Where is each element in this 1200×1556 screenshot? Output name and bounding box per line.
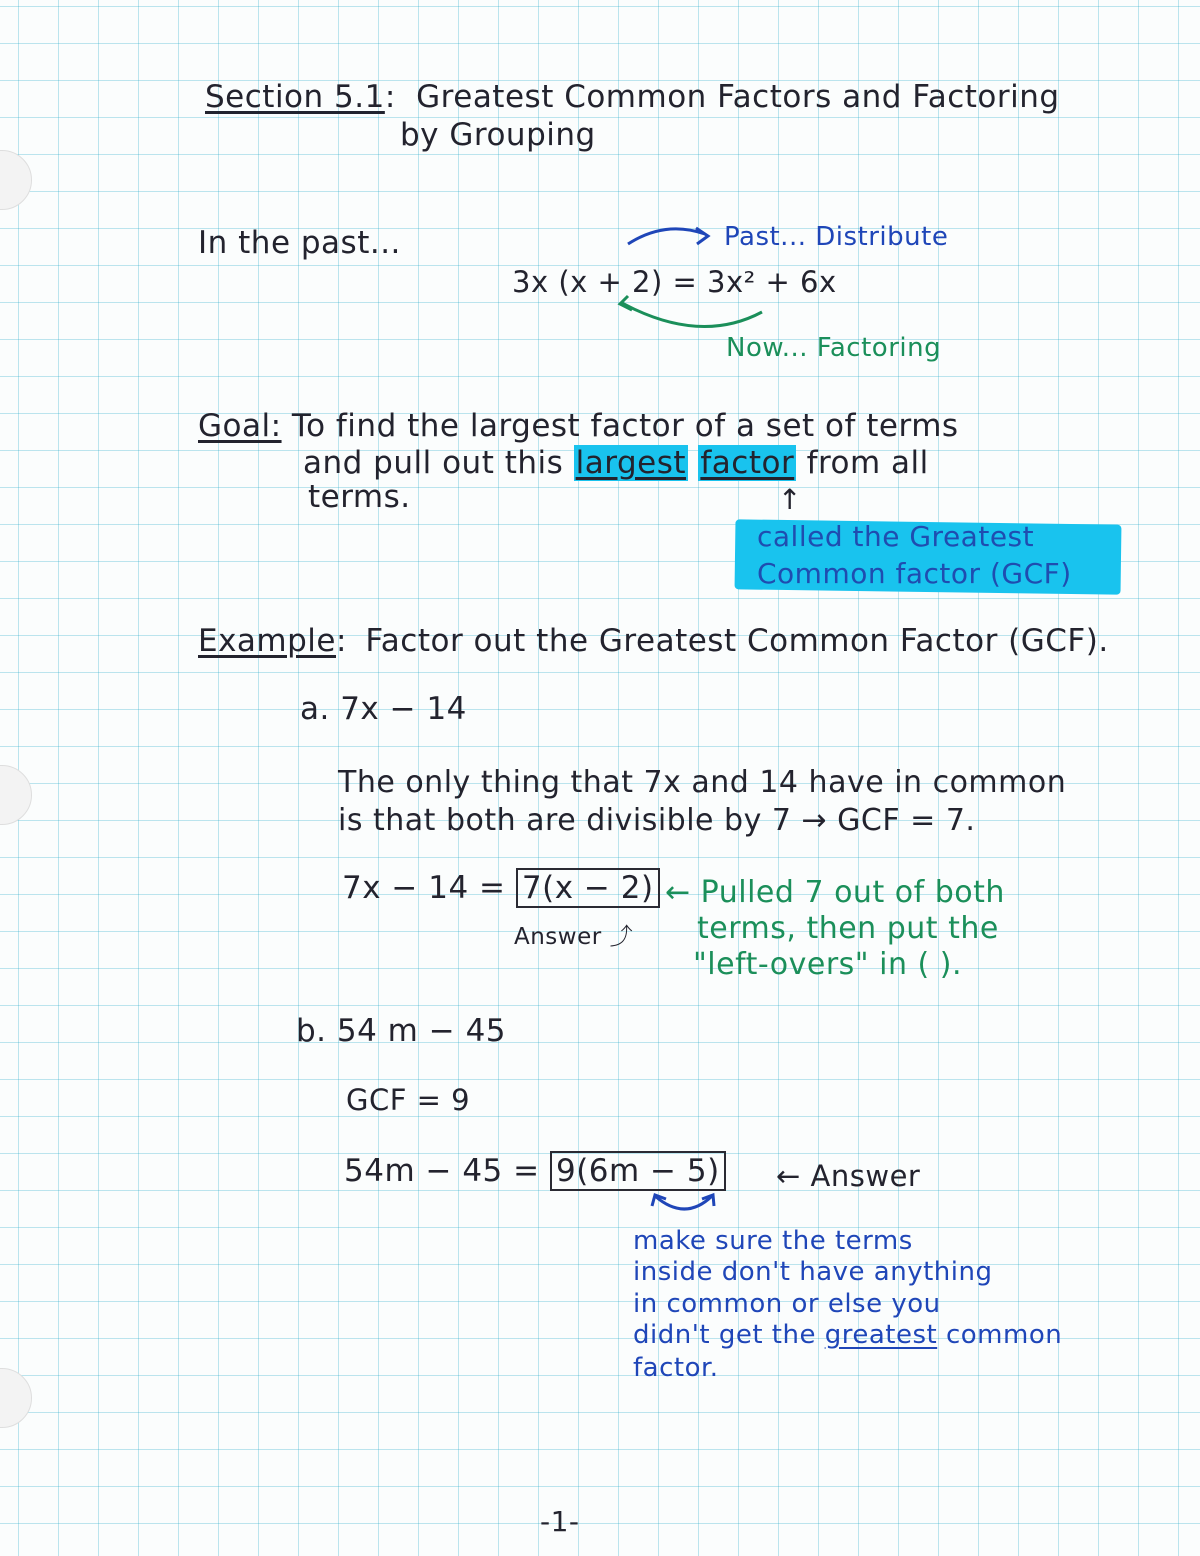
distribute-arrow-head	[696, 228, 708, 244]
example-label: Example	[198, 623, 336, 659]
page-number: -1-	[540, 1505, 580, 1538]
distribute-arrow	[628, 229, 705, 244]
note-b-line2: inside don't have anything	[633, 1257, 993, 1287]
note-b-line5: factor.	[633, 1353, 719, 1383]
note-b-line4	[633, 1322, 1062, 1348]
factoring-arrow-head	[620, 296, 632, 310]
note-b-greatest: greatest	[824, 1320, 938, 1350]
work-a	[342, 870, 660, 906]
goal-line3: terms.	[308, 479, 411, 515]
note-b-line4-start: didn't get the	[633, 1320, 816, 1350]
gcf-line2: Common factor (GCF)	[757, 557, 1072, 590]
answer-b-note: ← Answer	[776, 1159, 921, 1193]
section-colon: :	[384, 79, 396, 115]
problem-a: a. 7x − 14	[300, 691, 467, 727]
goal-text-line1: To find the largest factor of a set of terms	[291, 408, 959, 444]
note-a-line2: terms, then put the	[697, 911, 999, 946]
section-label: Section 5.1	[205, 79, 385, 115]
distribute-equation: 3x (x + 2) = 3x² + 6x	[512, 265, 837, 299]
work-b	[344, 1153, 726, 1189]
highlight-factor: factor	[700, 445, 795, 481]
example-instruction: Factor out the Greatest Common Factor (GCF).	[365, 623, 1109, 659]
gcf-line1: called the Greatest	[757, 520, 1035, 553]
highlight-largest: largest	[575, 445, 687, 481]
answer-a-label: Answer ⤴	[514, 924, 634, 950]
goal-line2	[303, 445, 929, 481]
goal-label: Goal:	[198, 408, 282, 444]
work-b-left: 54m − 45 =	[344, 1153, 540, 1189]
explain-a-line2: is that both are divisible by 7 → GCF = 7.	[338, 803, 976, 838]
past-intro: In the past...	[198, 225, 401, 261]
goal-text-line2-start: and pull out this	[303, 445, 564, 481]
answer-a-box: 7(x − 2)	[516, 868, 660, 908]
goal-up-arrow: ↑	[778, 483, 802, 516]
goal-line1	[198, 408, 959, 444]
explain-a-line1: The only thing that 7x and 14 have in common	[338, 765, 1067, 800]
distribute-note: Past... Distribute	[724, 222, 949, 252]
section-title-line2: by Grouping	[400, 117, 596, 153]
answer-b-box: 9(6m − 5)	[550, 1151, 726, 1191]
goal-text-line2-end: from all	[806, 445, 929, 481]
note-a-line3: "left-overs" in ( ).	[693, 947, 962, 982]
note-a-line1: ← Pulled 7 out of both	[665, 875, 1005, 910]
work-a-left: 7x − 14 =	[342, 870, 506, 906]
section-title-line1: Greatest Common Factors and Factoring	[416, 79, 1060, 115]
example-heading	[198, 623, 1109, 659]
example-colon: :	[336, 623, 347, 659]
problem-b: b. 54 m − 45	[296, 1013, 507, 1049]
factoring-note: Now... Factoring	[726, 333, 942, 363]
note-b-line1: make sure the terms	[633, 1226, 913, 1256]
factoring-arrow	[622, 303, 762, 327]
note-b-line4-end: common	[945, 1320, 1063, 1350]
gcf-b: GCF = 9	[346, 1083, 471, 1117]
note-b-line3: in common or else you	[633, 1289, 941, 1319]
